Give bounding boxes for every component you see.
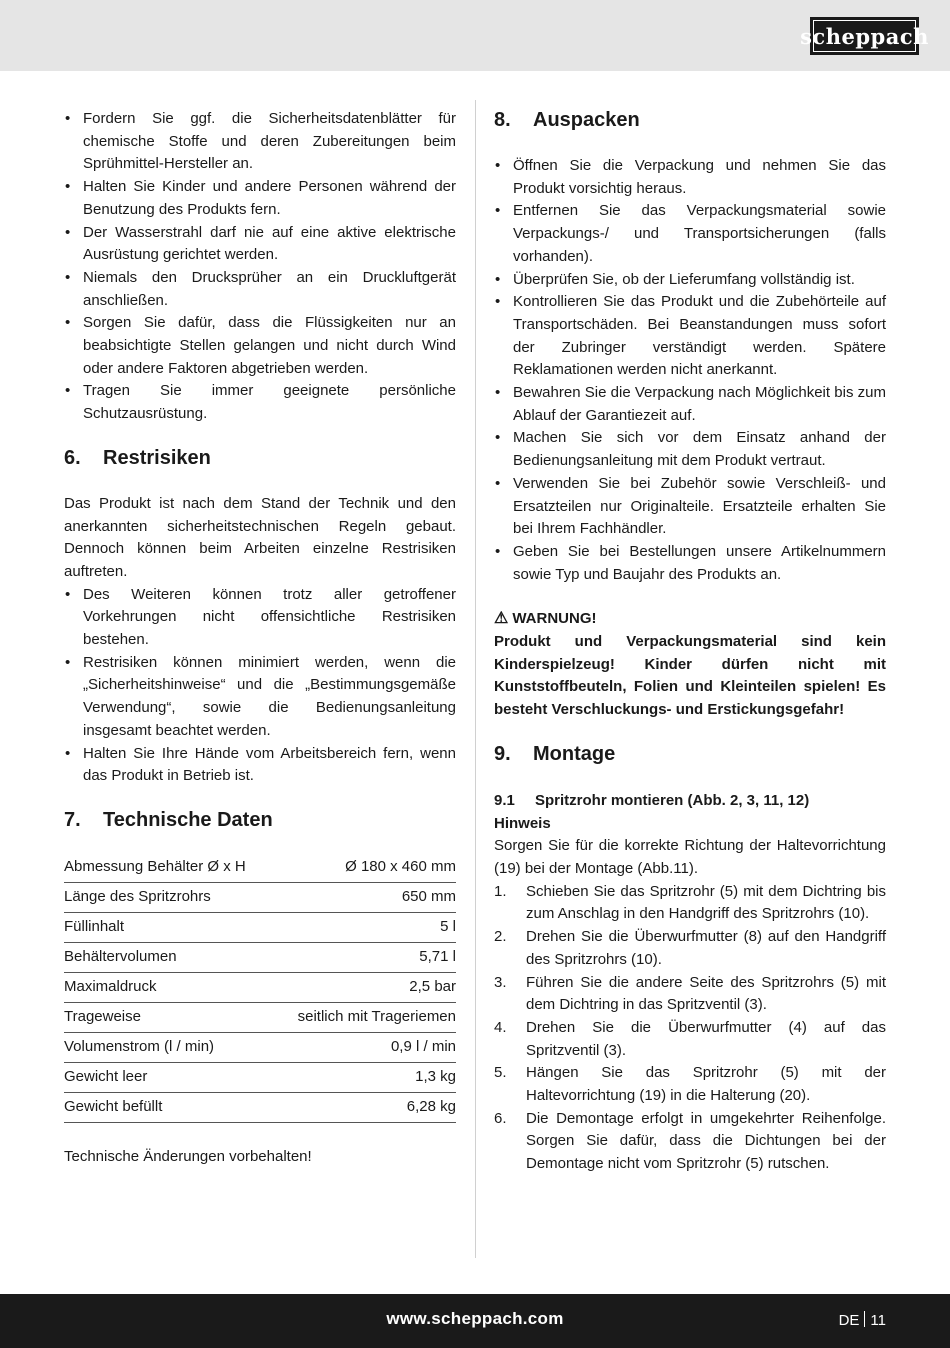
step-number: 6. bbox=[494, 1109, 507, 1127]
list-item: • Kontrollieren Sie das Produkt und die Zubehörteile auf Transportschäden. Bei Beanstandungen muss sofort der Zubringer verständigt werden. Spätere Reklamationen werden nicht anerkannt. bbox=[494, 291, 886, 382]
list-item: • Entfernen Sie das Verpackungsmaterial sowie Verpackungs-/ und Transportsicherungen (falls vorhanden). bbox=[494, 200, 886, 268]
list-item: • Restrisiken können minimiert werden, wenn die „Sicherheitshinweise“ und die „Bestimmungsgemäße Verwendung“, sowie die Bedienungsanleitung insgesamt beachtet werden. bbox=[64, 652, 456, 743]
step-number: 4. bbox=[494, 1018, 507, 1036]
spec-value: seitlich mit Trageriemen bbox=[273, 1002, 456, 1032]
list-item: • Des Weiteren können trotz aller getroffener Vorkehrungen nicht offensichtliche Restrisiken bestehen. bbox=[64, 584, 456, 652]
list-item bbox=[494, 1017, 886, 1062]
list-item: • Tragen Sie immer geeignete persönliche Schutzausrüstung. bbox=[64, 380, 456, 425]
section-heading-7 bbox=[64, 808, 456, 832]
spec-value: 5 l bbox=[273, 912, 456, 942]
footer-bar bbox=[0, 1294, 950, 1348]
tech-changes-note: Technische Änderungen vorbehalten! bbox=[64, 1147, 312, 1165]
spec-label: Behältervolumen bbox=[64, 942, 273, 972]
spec-value: 6,28 kg bbox=[273, 1092, 456, 1122]
brand-logo: scheppach bbox=[810, 17, 919, 55]
list-item: • Öffnen Sie die Verpackung und nehmen Sie das Produkt vorsichtig heraus. bbox=[494, 155, 886, 200]
step-number: 3. bbox=[494, 973, 507, 991]
list-item: • Geben Sie bei Bestellungen unsere Artikelnummern sowie Typ und Baujahr des Produkts an. bbox=[494, 541, 886, 586]
table-row bbox=[64, 942, 456, 972]
step-text: Führen Sie die andere Seite des Spritzrohrs (5) mit dem Dichtring in das Spritzventil (3). bbox=[526, 973, 886, 1014]
step-number: 1. bbox=[494, 882, 507, 900]
table-row bbox=[64, 1032, 456, 1062]
section-number: 7. bbox=[64, 808, 81, 831]
list-item: • Der Wasserstrahl darf nie auf eine aktive elektrische Ausrüstung gerichtet werden. bbox=[64, 222, 456, 267]
subsection-number: 9.1 bbox=[494, 791, 515, 809]
list-item: • Überprüfen Sie, ob der Lieferumfang vollständig ist. bbox=[494, 269, 886, 292]
warning-block bbox=[494, 608, 886, 722]
list-item: • Machen Sie sich vor dem Einsatz anhand der Bedienungsanleitung mit dem Produkt vertraut. bbox=[494, 427, 886, 472]
column-divider bbox=[475, 100, 476, 1258]
spec-label: Volumenstrom (l / min) bbox=[64, 1032, 273, 1062]
header-bar bbox=[0, 0, 950, 71]
list-item: • Halten Sie Ihre Hände vom Arbeitsbereich fern, wenn das Produkt in Betrieb ist. bbox=[64, 743, 456, 788]
spec-label: Gewicht befüllt bbox=[64, 1092, 273, 1122]
spec-value: 0,9 l / min bbox=[273, 1032, 456, 1062]
spec-label: Maximaldruck bbox=[64, 972, 273, 1002]
assembly-steps bbox=[494, 881, 886, 1176]
subsection-heading-9-1 bbox=[494, 790, 886, 813]
warning-text: Produkt und Verpackungsmaterial sind kein Kinderspielzeug! Kinder dürfen nicht mit Kunststoffbeuteln, Folien und Kleinteilen spielen! Es besteht Verschluckungs- und Erstickungsgefahr! bbox=[494, 633, 886, 719]
subsection-title: Spritzrohr montieren (Abb. 2, 3, 11, 12) bbox=[535, 791, 810, 809]
section-number: 8. bbox=[494, 109, 511, 131]
warning-title: WARNUNG! bbox=[512, 610, 597, 628]
spec-value: 5,71 l bbox=[273, 942, 456, 972]
table-row bbox=[64, 853, 456, 883]
spec-value: 1,3 kg bbox=[273, 1062, 456, 1092]
spec-label: Länge des Spritzrohrs bbox=[64, 882, 273, 912]
right-column bbox=[494, 108, 886, 1176]
section-title: Montage bbox=[533, 742, 616, 765]
step-number: 5. bbox=[494, 1064, 507, 1082]
list-item: • Bewahren Sie die Verpackung nach Möglichkeit bis zum Ablauf der Garantiezeit auf. bbox=[494, 382, 886, 427]
section-title: Restrisiken bbox=[103, 446, 211, 469]
list-item: • Niemals den Drucksprüher an ein Druckluftgerät anschließen. bbox=[64, 267, 456, 312]
residual-risks-list bbox=[64, 584, 456, 788]
list-item: • Verwenden Sie bei Zubehör sowie Verschleiß- und Ersatzteilen nur Originalteile. Ersatzteile erhalten Sie bei Ihrem Fachhändler. bbox=[494, 473, 886, 541]
list-item: • Sorgen Sie dafür, dass die Flüssigkeiten nur an beabsichtigte Stellen gelangen und nicht durch Wind oder andere Faktoren abgetrieben werden. bbox=[64, 312, 456, 380]
step-text: Hängen Sie das Spritzrohr (5) mit der Haltevorrichtung (19) in die Halterung (20). bbox=[526, 1064, 886, 1105]
section-heading-8 bbox=[494, 108, 886, 132]
step-text: Die Demontage erfolgt in umgekehrter Reihenfolge. Sorgen Sie dafür, dass die Dichtungen bei der Demontage nicht vom Spritzrohr (5) rutschen. bbox=[526, 1109, 886, 1173]
table-row bbox=[64, 1062, 456, 1092]
spec-label: Abmessung Behälter Ø x H bbox=[64, 853, 273, 883]
step-text: Schieben Sie das Spritzrohr (5) mit dem Dichtring bis zum Anschlag in den Handgriff des Spritzrohrs (10). bbox=[526, 882, 886, 923]
warning-title-row bbox=[494, 608, 886, 631]
left-column bbox=[64, 108, 456, 1169]
page-separator bbox=[864, 1311, 865, 1327]
spec-value: 2,5 bar bbox=[273, 972, 456, 1002]
section-number: 6. bbox=[64, 446, 81, 469]
website-link[interactable]: www.scheppach.com bbox=[386, 1309, 564, 1328]
tech-data-table bbox=[64, 853, 456, 1123]
list-item bbox=[494, 926, 886, 971]
list-item bbox=[494, 1108, 886, 1176]
spec-value: 650 mm bbox=[273, 882, 456, 912]
list-item bbox=[494, 881, 886, 926]
residual-risks-intro: Das Produkt ist nach dem Stand der Technik und den anerkannten sicherheitstechnischen Regeln gebaut. Dennoch können beim Arbeiten einzelne Restrisiken auftreten. bbox=[64, 494, 456, 580]
hint-label: Hinweis bbox=[494, 814, 551, 832]
step-text: Drehen Sie die Überwurfmutter (4) auf das Spritzventil (3). bbox=[526, 1018, 886, 1059]
spec-label: Füllinhalt bbox=[64, 912, 273, 942]
spec-value: Ø 180 x 460 mm bbox=[273, 853, 456, 883]
table-row bbox=[64, 1092, 456, 1122]
section-title: Technische Daten bbox=[103, 808, 273, 831]
table-row bbox=[64, 1002, 456, 1032]
spec-label: Gewicht leer bbox=[64, 1062, 273, 1092]
table-row bbox=[64, 972, 456, 1002]
page-indicator bbox=[839, 1311, 886, 1329]
table-row bbox=[64, 912, 456, 942]
page-number: 11 bbox=[870, 1312, 886, 1329]
list-item: • Fordern Sie ggf. die Sicherheitsdatenblätter für chemische Stoffe und deren Zubereitungen beim Sprühmittel-Hersteller an. bbox=[64, 108, 456, 176]
list-item: • Halten Sie Kinder und andere Personen während der Benutzung des Produkts fern. bbox=[64, 176, 456, 221]
spec-label: Trageweise bbox=[64, 1002, 273, 1032]
warning-triangle-icon: ⚠ bbox=[494, 610, 509, 628]
step-number: 2. bbox=[494, 928, 507, 946]
safety-bullet-list bbox=[64, 108, 456, 426]
hint-text: Sorgen Sie für die korrekte Richtung der Haltevorrichtung (19) bei der Montage (Abb.11). bbox=[494, 837, 886, 877]
list-item bbox=[494, 1062, 886, 1107]
section-number: 9. bbox=[494, 742, 511, 765]
section-heading-9 bbox=[494, 742, 886, 766]
list-item bbox=[494, 972, 886, 1017]
table-row bbox=[64, 882, 456, 912]
unpacking-list bbox=[494, 155, 886, 586]
language-code: DE bbox=[838, 1312, 860, 1329]
step-text: Drehen Sie die Überwurfmutter (8) auf den Handgriff des Spritzrohrs (10). bbox=[526, 928, 886, 968]
section-title: Auspacken bbox=[533, 109, 640, 131]
section-heading-6 bbox=[64, 446, 456, 470]
